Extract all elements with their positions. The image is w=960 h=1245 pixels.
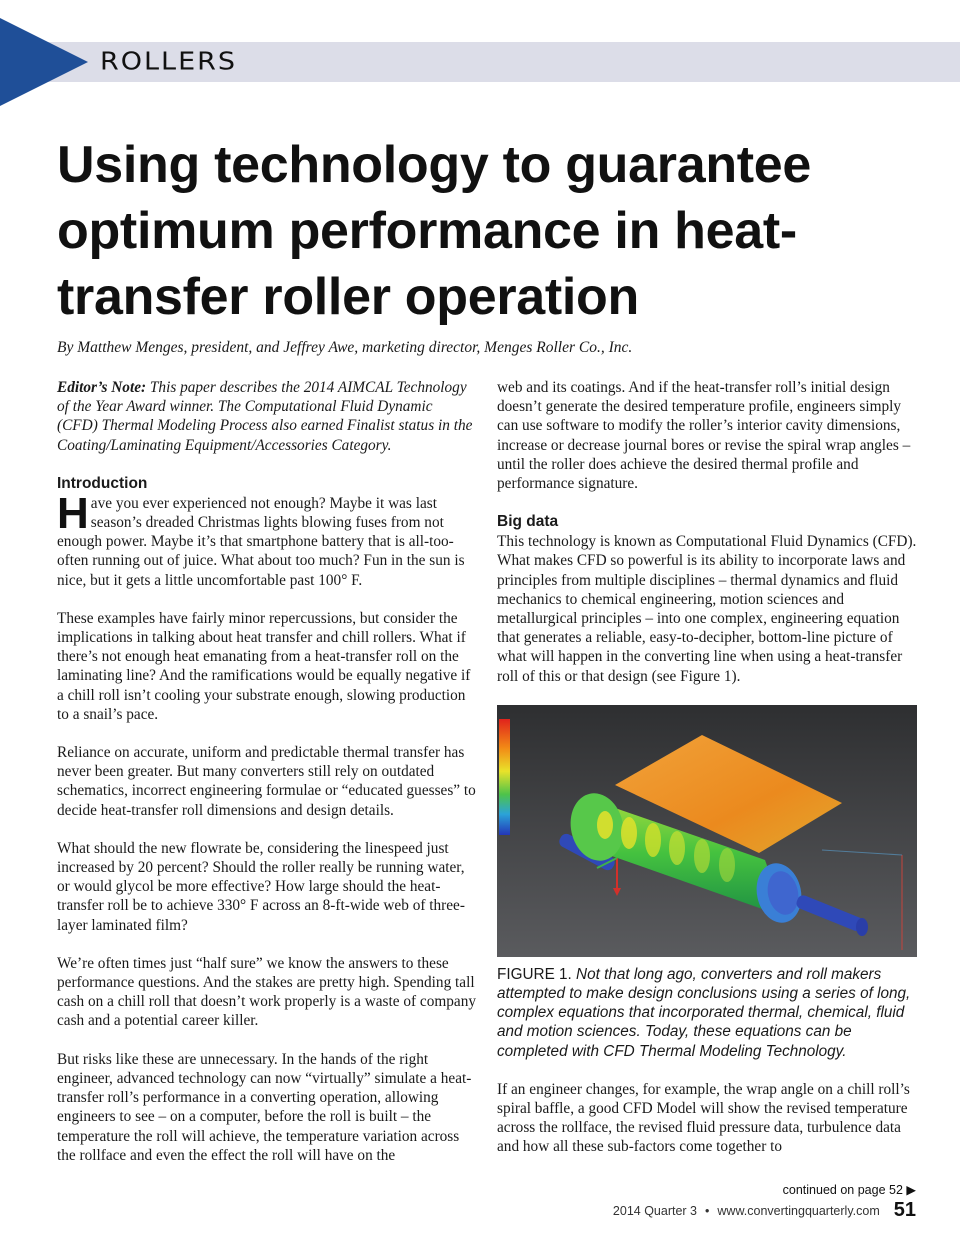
right-paragraph-0: web and its coatings. And if the heat-transfer roll’s initial design doesn’t generate the desired temperature profile, engineers simply can use software to modify the roller’s interior cavity dimensions, increase or decrease journal bores or revise the spiral wrap angles – until the roller does achieve the desired thermal profile and performance signature. xyxy=(497,379,911,493)
page-number: 51 xyxy=(893,1199,916,1221)
big-data-paragraph: This technology is known as Computational Fluid Dynamics (CFD). What makes CFD so powerful is its ability to incorporate laws and principles from multiple disciplines – thermal dynamics and fluid mechanics to chemical engineering, motion sciences and metallurgical principles – into one complex, engineering equation that generates a reliable, easy-to-decipher, bottom-line picture of what will happen in the converting line when using a heat-transfer roll of this or that design (see Figure 1). xyxy=(497,533,917,685)
intro-paragraph-2: These examples have fairly minor repercussions, but consider the implications in talking about heat transfer and chill rollers. What if there’s not enough heat emanating from a heat-transfer roll on the laminating line? And the ramifications would be equally negative if a chill roll isn’t cooling your substrate enough, slowing production to a snail’s pace. xyxy=(57,609,471,723)
footer-separator: • xyxy=(705,1203,710,1218)
intro-paragraph-4: What should the new flowrate be, considering the linespeed just increased by 20 percent? Should the roller really be running water, or would glycol be more effective? How large should the heat-transfer roll be to achieve 330° F across an 8-ft-wide web of three-layer laminated film? xyxy=(57,839,465,934)
left-column xyxy=(57,378,477,1184)
intro-paragraph-6: But risks like these are unnecessary. In the hands of the right engineer, advanced technology can now “virtually” simulate a heat-transfer roll’s performance in a converting operation, allowing engineers to see – on a computer, before the roll is built – the temperature the roll will achieve, the temperature variation across the rollface and even the effect the roll will have on the xyxy=(57,1050,472,1164)
section-label: ROLLERS xyxy=(100,47,238,76)
article-title: Using technology to guarantee optimum performance in heat-transfer roller operation xyxy=(57,136,812,326)
editors-note-label: Editor’s Note: xyxy=(57,379,147,396)
intro-paragraph-1-text: ave you ever experienced not enough? Maybe it was last season’s dreaded Christmas lights blowing fuses from not enough power. Maybe it’s that smartphone battery that is all-too-often running out of juice. What about too much? Fun in the sun is nice, but it gets a little uncomfortable past 100° F. xyxy=(57,494,465,589)
editors-note xyxy=(57,378,477,455)
intro-paragraph-3: Reliance on accurate, uniform and predictable thermal transfer has never been greater. But many converters still rely on outdated schematics, incorrect engineering formulae or “educated guesses” to decide heat-transfer roll dimensions and design details. xyxy=(57,744,476,819)
figure-caption xyxy=(497,965,919,1061)
figure-cfd-image xyxy=(497,705,917,957)
continued-link[interactable]: continued on page 52 ▶ xyxy=(782,1183,916,1197)
editors-note-text: This paper describes the 2014 AIMCAL Technology of the Year Award winner. The Computational Fluid Dynamic (CFD) Thermal Modeling Process also earned Finalist status in the Coating/Laminating Equipment/Accessories Category. xyxy=(57,379,473,454)
intro-heading: Introduction xyxy=(57,474,148,492)
section-arrow-icon xyxy=(0,18,88,106)
big-data-heading: Big data xyxy=(497,513,559,531)
intro-paragraph-1 xyxy=(57,488,477,590)
drop-cap: H xyxy=(57,488,89,538)
site-url[interactable]: www.convertingquarterly.com xyxy=(717,1203,880,1218)
byline: By Matthew Menges, president, and Jeffrey Awe, marketing director, Menges Roller Co., Inc. xyxy=(57,339,633,356)
right-paragraph-2: If an engineer changes, for example, the wrap angle on a chill roll’s spiral baffle, a good CFD Model will show the revised temperature across the rollface, the revised fluid pressure data, turbulence data and how all these sub-factors come together to xyxy=(497,1080,910,1156)
caption-text: Not that long ago, converters and roll makers attempted to make design conclusions using a series of long, complex equations that incorporated thermal, chemical, fluid and motion sciences. Today, these equations can be completed with CFD Thermal Modeling Technology. xyxy=(497,965,911,1060)
page-footer xyxy=(613,1199,916,1222)
intro-paragraph-5: We’re often times just “half sure” we know the answers to these performance questions. And the stakes are pretty high. Spending tall cash on a chill roll that doesn’t work properly is a waste of company cash and a potential career killer. xyxy=(57,954,476,1030)
caption-label: FIGURE 1. xyxy=(497,965,572,983)
issue-label: 2014 Quarter 3 xyxy=(612,1203,698,1218)
right-column xyxy=(497,378,919,1176)
